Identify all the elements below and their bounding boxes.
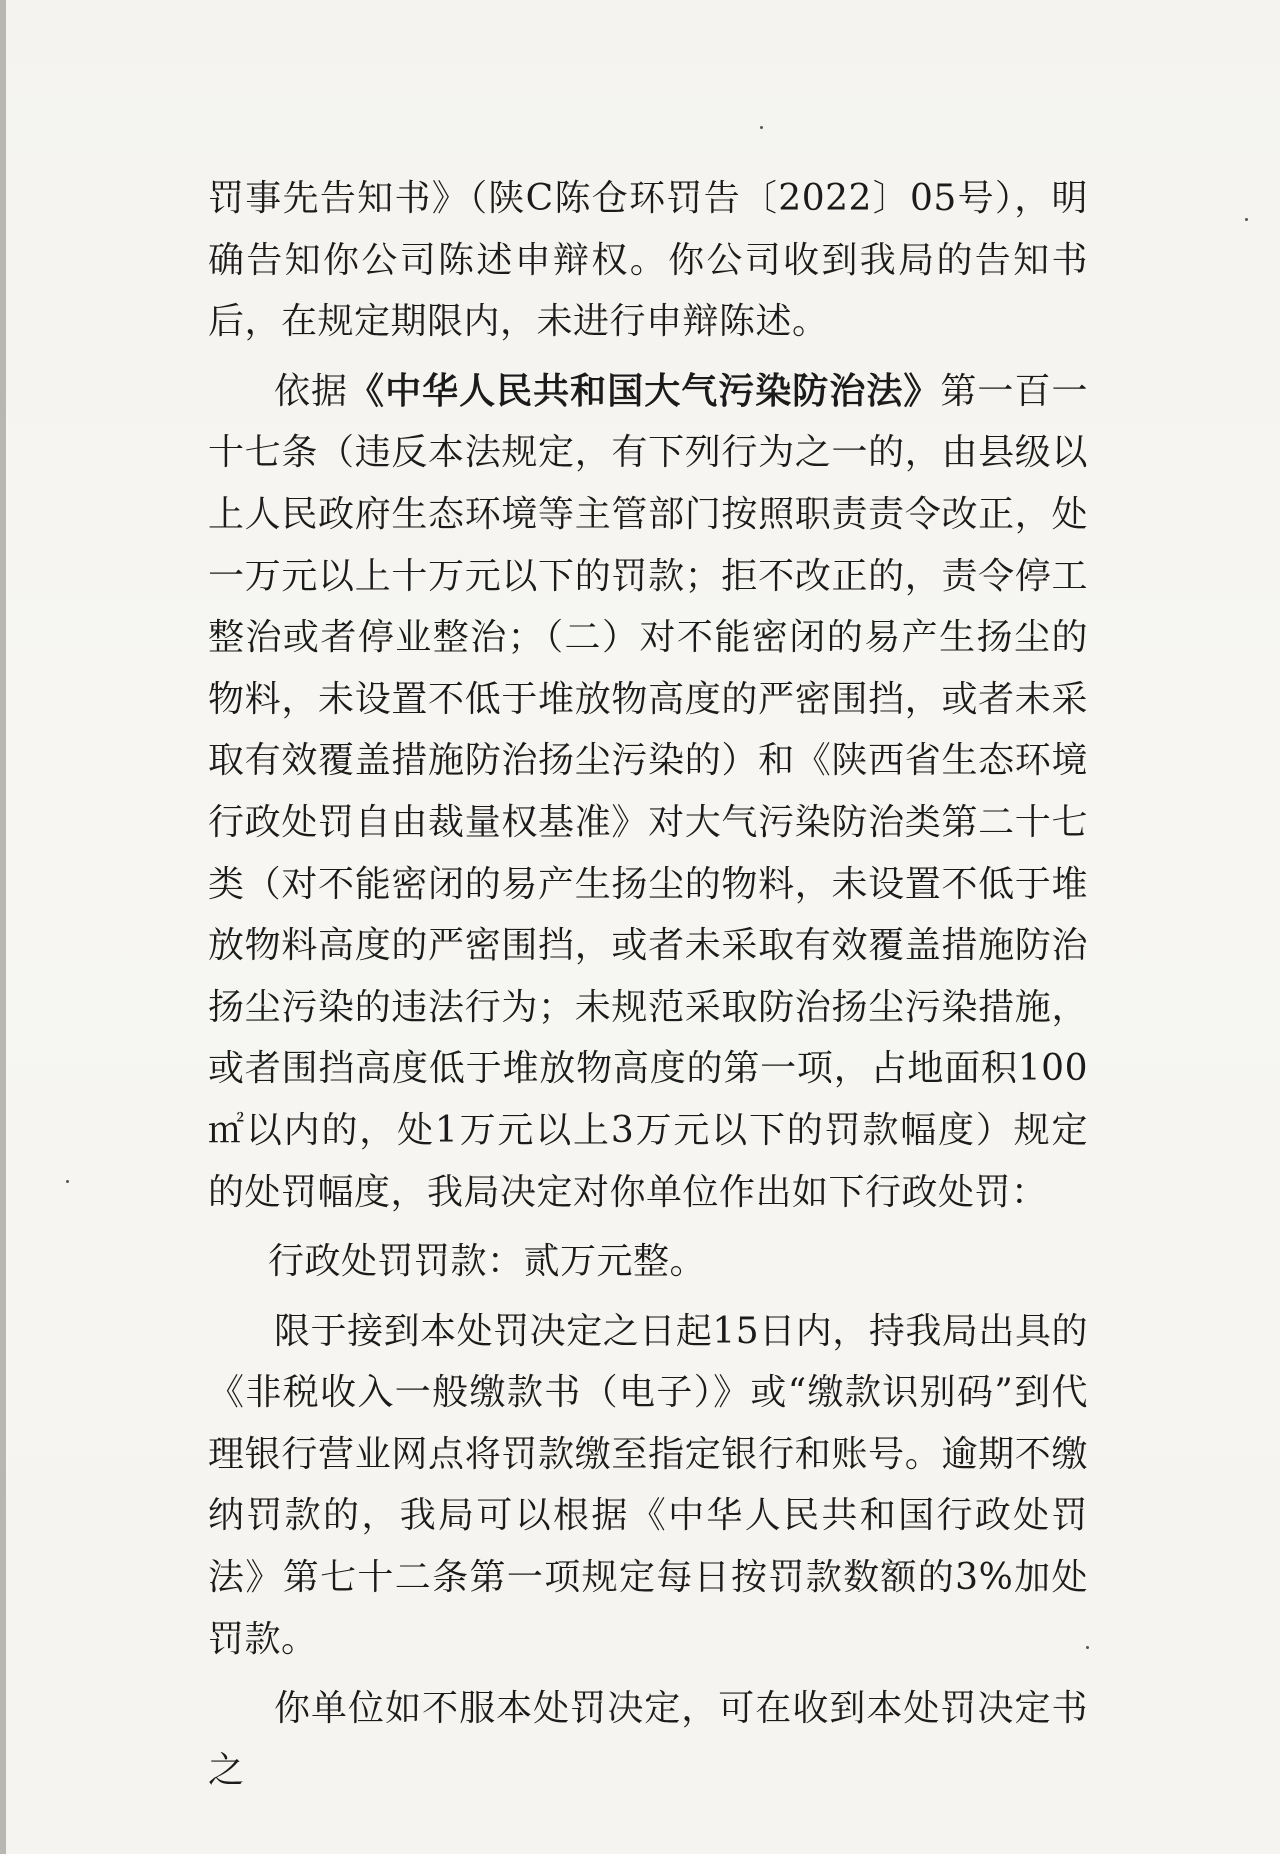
legal-basis-lead: 依据 bbox=[274, 370, 349, 412]
legal-basis-body: 第一百一十七条（违反本法规定，有下列行为之一的，由县级以上人民政府生态环境等主管部门按照职责责令改正，处一万元以上十万元以下的罚款；拒不改正的，责令停工整治或者停业整治；（二）对不能密闭的易产生扬尘的物料，未设置不低于堆放物高度的严密围挡，或者未采取有效覆盖措施防治扬尘污染的）和《陕西省生态环境行政处罚自由裁量权基准》对大气污染防治类第二十七类（对不能密闭的易产生扬尘的物料，未设置不低于堆放物料高度的严密围挡，或者未采取有效覆盖措施防治扬尘污染的违法行为；未规范采取防治扬尘污染措施，或者围挡高度低于堆放物高度的第一项，占地面积100㎡以内的，处1万元以上3万元以下的罚款幅度）规定的处罚幅度，我局决定对你单位作出如下行政处罚： bbox=[208, 370, 1088, 1213]
paragraph-notice-statement: 罚事先告知书》（陕C陈仓环罚告〔2022〕05号），明确告知你公司陈述申辩权。你公司收到我局的告知书后，在规定期限内，未进行申辩陈述。 bbox=[208, 178, 1088, 343]
paragraph-penalty-amount: 行政处罚罚款：贰万元整。 bbox=[268, 1241, 707, 1283]
paragraph-legal-basis bbox=[208, 361, 1088, 1223]
page-edge-shadow bbox=[0, 0, 6, 1854]
law-title-air-pollution: 《中华人民共和国大气污染防治法》 bbox=[348, 369, 941, 412]
paragraph-appeal-rights: 你单位如不服本处罚决定，可在收到本处罚决定书之 bbox=[208, 1688, 1088, 1791]
scan-speck bbox=[66, 1180, 69, 1183]
scan-speck bbox=[760, 126, 763, 129]
document-body bbox=[208, 168, 1088, 1809]
paragraph-payment-instructions: 限于接到本处罚决定之日起15日内，持我局出具的《非税收入一般缴款书（电子）》或“缴款识别码”到代理银行营业网点将罚款缴至指定银行和账号。逾期不缴纳罚款的，我局可以根据《中华人民共和国行政处罚法》第七十二条第一项规定每日按罚款数额的3%加处罚款。 bbox=[208, 1310, 1088, 1660]
scan-speck bbox=[1245, 218, 1248, 221]
